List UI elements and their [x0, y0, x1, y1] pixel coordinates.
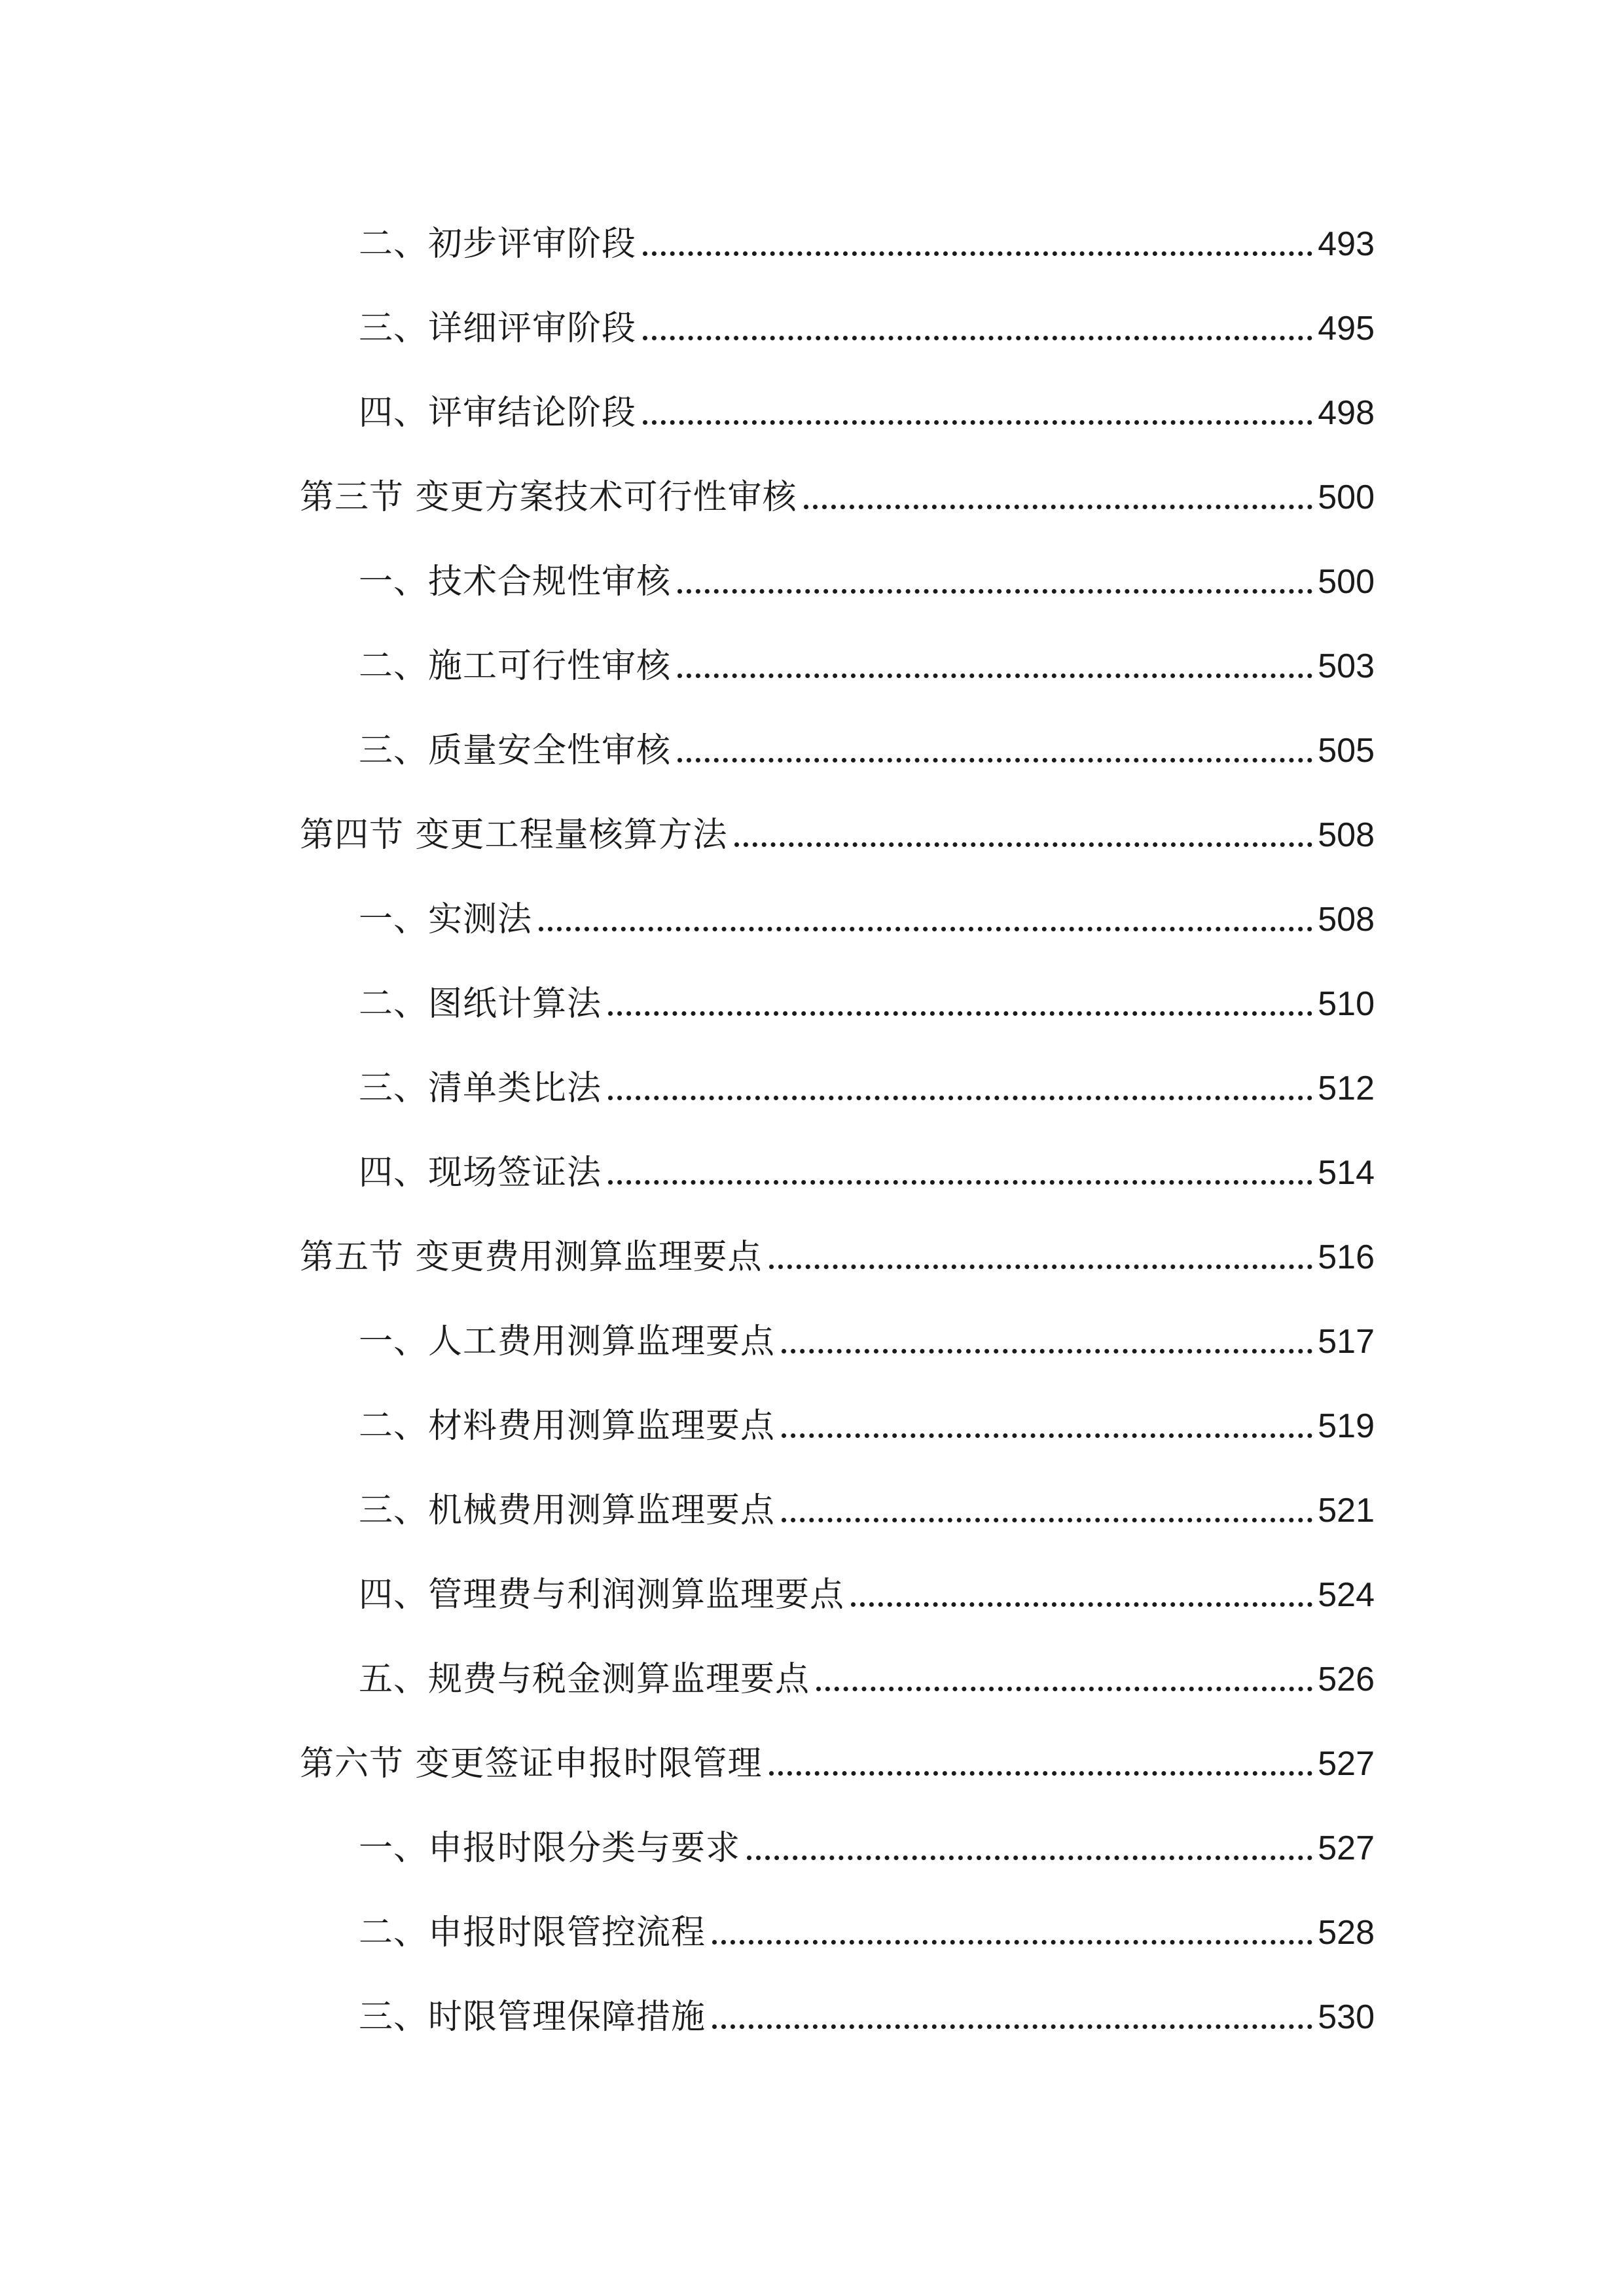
toc-entry-label: 第三节 变更方案技术可行性审核: [300, 478, 797, 517]
toc-entry-label: 三、详细评审阶段: [359, 309, 637, 348]
toc-entry-label: 二、申报时限管控流程: [359, 1913, 706, 1952]
toc-entry[interactable]: [359, 1050, 1375, 1109]
toc-dot-leader: [677, 758, 1312, 762]
toc-entry-label: 三、时限管理保障措施: [359, 1998, 706, 2037]
toc-page-number: 517: [1318, 1323, 1375, 1361]
toc-entry-label: 一、申报时限分类与要求: [359, 1829, 741, 1868]
toc-dot-leader: [804, 505, 1313, 509]
toc-entry-label: 五、规费与税金测算监理要点: [359, 1660, 810, 1699]
toc-section-entry[interactable]: [300, 1219, 1375, 1278]
toc-page-number: 516: [1318, 1238, 1375, 1276]
toc-entry-label: 二、施工可行性审核: [359, 647, 672, 686]
toc-entry[interactable]: [359, 1304, 1375, 1363]
toc-page-number: 526: [1318, 1660, 1375, 1698]
toc-entry[interactable]: [359, 1810, 1375, 1869]
toc-section-entry[interactable]: [300, 797, 1375, 856]
toc-dot-leader: [677, 589, 1312, 594]
toc-dot-leader: [734, 842, 1313, 847]
toc-dot-leader: [608, 1096, 1312, 1100]
toc-entry-label: 四、现场签证法: [359, 1153, 602, 1193]
toc-page-number: 500: [1318, 563, 1375, 601]
toc-dot-leader: [769, 1265, 1313, 1269]
toc-entry[interactable]: [359, 628, 1375, 687]
toc-entry[interactable]: [359, 206, 1375, 265]
toc-entry-label: 二、图纸计算法: [359, 984, 602, 1024]
toc-entry-label: 一、实测法: [359, 900, 533, 939]
toc-dot-leader: [677, 673, 1312, 678]
toc-entry-label: 三、清单类比法: [359, 1069, 602, 1108]
toc-entry-label: 三、机械费用测算监理要点: [359, 1491, 776, 1530]
toc-page-number: 524: [1318, 1576, 1375, 1614]
toc-dot-leader: [747, 1856, 1312, 1860]
toc-entry-label: 二、材料费用测算监理要点: [359, 1407, 776, 1446]
toc-page-number: 510: [1318, 985, 1375, 1023]
toc-entry-label: 三、质量安全性审核: [359, 731, 672, 770]
toc-entry-label: 四、管理费与利润测算监理要点: [359, 1575, 845, 1615]
toc-entry-label: 第四节 变更工程量核算方法: [300, 816, 728, 855]
toc-entry[interactable]: [359, 1473, 1375, 1532]
toc-entry-label: 二、初步评审阶段: [359, 224, 637, 264]
toc-dot-leader: [782, 1433, 1312, 1438]
toc-entry[interactable]: [359, 966, 1375, 1025]
toc-dot-leader: [816, 1687, 1312, 1691]
toc-dot-leader: [608, 1180, 1312, 1185]
toc-entry[interactable]: [359, 544, 1375, 603]
toc-entry[interactable]: [359, 375, 1375, 434]
toc-dot-leader: [608, 1011, 1312, 1016]
toc-entry[interactable]: [359, 1895, 1375, 1954]
toc-section-entry[interactable]: [300, 459, 1375, 518]
toc-page-number: 512: [1318, 1069, 1375, 1107]
toc-dot-leader: [643, 420, 1312, 425]
toc-page-number: 514: [1318, 1154, 1375, 1192]
toc-dot-leader: [769, 1771, 1313, 1776]
toc-dot-leader: [643, 251, 1312, 256]
toc-dot-leader: [712, 2024, 1312, 2029]
toc-dot-leader: [782, 1518, 1312, 1522]
toc-page-number: 530: [1318, 1998, 1375, 2036]
toc-page-number: 527: [1318, 1745, 1375, 1783]
toc-dot-leader: [782, 1349, 1312, 1354]
toc-entry-label: 第五节 变更费用测算监理要点: [300, 1238, 763, 1277]
toc-page-number: 495: [1318, 310, 1375, 348]
toc-entry[interactable]: [359, 1979, 1375, 2038]
toc-entry[interactable]: [359, 1388, 1375, 1447]
toc-page-number: 521: [1318, 1492, 1375, 1530]
toc-page-number: 508: [1318, 816, 1375, 854]
toc-page-number: 527: [1318, 1829, 1375, 1867]
toc-entry[interactable]: [359, 1641, 1375, 1700]
toc-page-number: 508: [1318, 901, 1375, 939]
toc-entry-label: 第六节 变更签证申报时限管理: [300, 1744, 763, 1784]
toc-entry[interactable]: [359, 713, 1375, 772]
toc-page-number: 505: [1318, 732, 1375, 770]
toc-page-number: 498: [1318, 394, 1375, 432]
toc-dot-leader: [539, 927, 1312, 931]
toc-dot-leader: [851, 1602, 1312, 1607]
toc-entry[interactable]: [359, 1557, 1375, 1616]
toc-page-number: 500: [1318, 478, 1375, 516]
toc-dot-leader: [712, 1940, 1312, 1945]
toc-dot-leader: [643, 336, 1312, 340]
toc-entry-label: 一、人工费用测算监理要点: [359, 1322, 776, 1361]
toc-page-number: 519: [1318, 1407, 1375, 1445]
toc-section-entry[interactable]: [300, 1726, 1375, 1785]
toc-entry[interactable]: [359, 882, 1375, 941]
toc-page-number: 503: [1318, 647, 1375, 685]
toc-entry-label: 一、技术合规性审核: [359, 562, 672, 601]
toc-entry[interactable]: [359, 1135, 1375, 1194]
toc-entry[interactable]: [359, 291, 1375, 350]
toc-entry-label: 四、评审结论阶段: [359, 393, 637, 433]
toc-page-number: 493: [1318, 225, 1375, 263]
toc-page-number: 528: [1318, 1914, 1375, 1952]
